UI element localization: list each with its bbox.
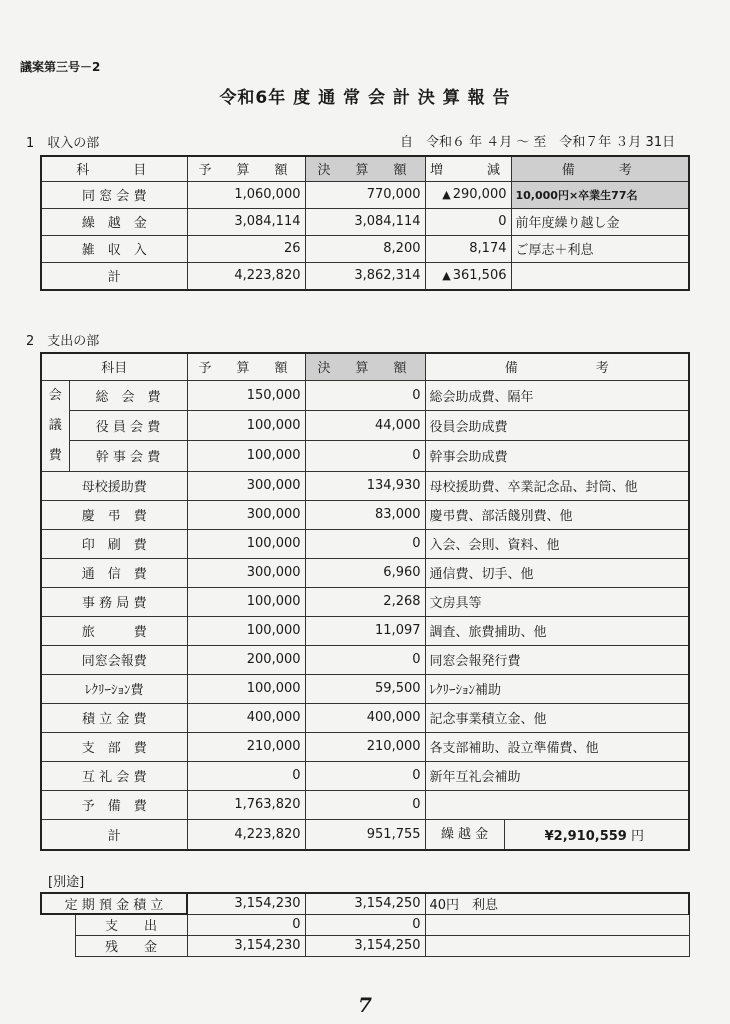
expense-row — [41, 529, 689, 558]
expense-note: 各支部補助、設立準備費、他 — [425, 732, 689, 761]
expense-note: 母校援助費、卒業記念品、封筒、他 — [425, 471, 689, 500]
expense-budget: 1,763,820 — [187, 790, 305, 819]
col-header-diff: 増 減 — [425, 156, 511, 181]
period-from: 自 令和６ 年 ４月 — [400, 135, 513, 150]
income-diff: ▲ 290,000 — [425, 181, 511, 208]
expense-row — [41, 790, 689, 819]
expense-note: 文房具等 — [425, 587, 689, 616]
expense-budget: 300,000 — [187, 500, 305, 529]
expense-budget: 0 — [187, 761, 305, 790]
separate-row — [41, 893, 689, 914]
expense-budget: 100,000 — [187, 441, 305, 471]
income-budget: 1,060,000 — [187, 181, 305, 208]
expense-budget: 150,000 — [187, 380, 305, 410]
income-total-note — [511, 262, 689, 290]
col-header-note: 備 考 — [511, 156, 689, 181]
income-total-diff: ▲ 361,506 — [425, 262, 511, 290]
carry-over-unit: 円 — [631, 828, 645, 844]
income-table — [40, 155, 690, 291]
income-diff: 8,174 — [425, 235, 511, 262]
expense-note: 同窓会報発行費 — [425, 645, 689, 674]
expense-budget: 210,000 — [187, 732, 305, 761]
expense-item: 通 信 費 — [41, 558, 187, 587]
carry-over-value: ¥2,910,559 — [544, 828, 627, 844]
expense-item: 支 部 費 — [41, 732, 187, 761]
expense-note: ﾚｸﾘｰｼｮﾝ補助 — [425, 674, 689, 703]
expense-row — [41, 703, 689, 732]
income-item: 雑 収 入 — [41, 235, 187, 262]
expense-budget: 100,000 — [187, 529, 305, 558]
expense-note: 幹事会助成費 — [425, 441, 689, 471]
separate-label: [別途] — [48, 875, 85, 890]
expense-actual: 0 — [305, 645, 425, 674]
expense-row — [41, 380, 689, 410]
expense-note: 通信費、切手、他 — [425, 558, 689, 587]
expense-actual: 210,000 — [305, 732, 425, 761]
income-actual: 770,000 — [305, 181, 425, 208]
expense-item: 積 立 金 費 — [41, 703, 187, 732]
income-budget: 26 — [187, 235, 305, 262]
expense-item: 同窓会報費 — [41, 645, 187, 674]
separate-table — [40, 892, 690, 957]
expense-row — [41, 500, 689, 529]
separate-item: 定 期 預 金 積 立 — [41, 893, 187, 914]
income-item: 繰 越 金 — [41, 208, 187, 235]
expense-row — [41, 732, 689, 761]
negative-triangle-icon: ▲ — [442, 269, 451, 283]
income-budget: 3,084,114 — [187, 208, 305, 235]
separate-row — [41, 914, 689, 935]
expense-header-row — [41, 353, 689, 380]
document-id: 議案第三号－2 — [20, 60, 101, 74]
expense-budget: 100,000 — [187, 674, 305, 703]
expense-row — [41, 645, 689, 674]
income-row — [41, 235, 689, 262]
expense-row — [41, 410, 689, 440]
expense-note: 入会、会則、資料、他 — [425, 529, 689, 558]
expense-budget: 100,000 — [187, 587, 305, 616]
income-section-label: 1 収入の部 — [26, 136, 100, 151]
period-range — [400, 131, 675, 150]
col-header-budget: 予 算 額 — [187, 156, 305, 181]
expense-total-row — [41, 819, 689, 850]
expense-item: 印 刷 費 — [41, 529, 187, 558]
expense-note: 記念事業積立金、他 — [425, 703, 689, 732]
separate-row — [41, 935, 689, 956]
carry-over-cell — [425, 819, 689, 850]
expense-actual: 0 — [305, 790, 425, 819]
page-title: 令和6年 度 通 常 会 計 決 算 報 告 — [219, 88, 511, 108]
expense-total-budget: 4,223,820 — [187, 819, 305, 850]
expense-note: 調査、旅費捕助、他 — [425, 616, 689, 645]
expense-note: 総会助成費、隔年 — [425, 380, 689, 410]
expense-table — [40, 352, 690, 851]
expense-note — [425, 790, 689, 819]
separate-item: 支 出 — [75, 914, 187, 935]
col-header-item: 科目 — [41, 353, 187, 380]
income-note: 10,000円×卒業生77名 — [511, 181, 689, 208]
income-note: ご厚志＋利息 — [511, 235, 689, 262]
expense-note: 慶弔費、部活餞別費、他 — [425, 500, 689, 529]
col-header-note: 備 考 — [425, 353, 689, 380]
expense-row — [41, 471, 689, 500]
period-separator: ～ — [516, 135, 530, 150]
income-row — [41, 208, 689, 235]
expense-actual: 83,000 — [305, 500, 425, 529]
expense-row — [41, 558, 689, 587]
income-total-row — [41, 262, 689, 290]
expense-actual: 400,000 — [305, 703, 425, 732]
expense-budget: 300,000 — [187, 471, 305, 500]
separate-budget: 3,154,230 — [187, 893, 305, 914]
col-header-actual: 決 算 額 — [305, 156, 425, 181]
income-row — [41, 181, 689, 208]
expense-row — [41, 761, 689, 790]
page-number: 7 — [358, 993, 372, 1017]
expense-actual: 0 — [305, 380, 425, 410]
income-diff: 0 — [425, 208, 511, 235]
income-item: 同 窓 会 費 — [41, 181, 187, 208]
group-label-kaigihi: 会 議 費 — [41, 380, 69, 471]
period-to: 至 令和７年 ３月 31日 — [533, 135, 676, 150]
expense-actual: 134,930 — [305, 471, 425, 500]
col-header-budget: 予 算 額 — [187, 353, 305, 380]
expense-item: 総 会 費 — [69, 380, 187, 410]
expense-section-label: 2 支出の部 — [26, 334, 100, 349]
expense-budget: 100,000 — [187, 616, 305, 645]
expense-item: 慶 弔 費 — [41, 500, 187, 529]
separate-indent — [41, 914, 75, 935]
separate-item: 残 金 — [75, 935, 187, 956]
expense-budget: 100,000 — [187, 410, 305, 440]
expense-actual: 0 — [305, 529, 425, 558]
income-total-actual: 3,862,314 — [305, 262, 425, 290]
separate-actual: 3,154,250 — [305, 935, 425, 956]
income-actual: 8,200 — [305, 235, 425, 262]
separate-budget: 3,154,230 — [187, 935, 305, 956]
income-actual: 3,084,114 — [305, 208, 425, 235]
col-header-item: 科 目 — [41, 156, 187, 181]
expense-note: 新年互礼会補助 — [425, 761, 689, 790]
separate-actual: 3,154,250 — [305, 893, 425, 914]
expense-budget: 300,000 — [187, 558, 305, 587]
expense-item: 互 礼 会 費 — [41, 761, 187, 790]
separate-note — [425, 935, 689, 956]
expense-actual: 0 — [305, 761, 425, 790]
expense-budget: 400,000 — [187, 703, 305, 732]
expense-row — [41, 441, 689, 471]
expense-actual: 59,500 — [305, 674, 425, 703]
expense-actual: 44,000 — [305, 410, 425, 440]
expense-total-actual: 951,755 — [305, 819, 425, 850]
expense-item: 旅 費 — [41, 616, 187, 645]
negative-triangle-icon: ▲ — [442, 188, 451, 201]
expense-item: 事 務 局 費 — [41, 587, 187, 616]
expense-note: 役員会助成費 — [425, 410, 689, 440]
expense-actual: 6,960 — [305, 558, 425, 587]
expense-item: ﾚｸﾘｰｼｮﾝ費 — [41, 674, 187, 703]
expense-item: 母校援助費 — [41, 471, 187, 500]
expense-actual: 2,268 — [305, 587, 425, 616]
income-total-budget: 4,223,820 — [187, 262, 305, 290]
income-note: 前年度繰り越し金 — [511, 208, 689, 235]
carry-over-label: 繰 越 金 — [426, 820, 505, 849]
expense-item: 役 員 会 費 — [69, 410, 187, 440]
expense-total-label: 計 — [41, 819, 187, 850]
separate-actual: 0 — [305, 914, 425, 935]
expense-item: 予 備 費 — [41, 790, 187, 819]
separate-note: 40円 利息 — [425, 893, 689, 914]
separate-budget: 0 — [187, 914, 305, 935]
expense-budget: 200,000 — [187, 645, 305, 674]
expense-actual: 0 — [305, 441, 425, 471]
col-header-actual: 決 算 額 — [305, 353, 425, 380]
income-header-row — [41, 156, 689, 181]
income-total-label: 計 — [41, 262, 187, 290]
expense-row — [41, 616, 689, 645]
expense-row — [41, 587, 689, 616]
separate-note — [425, 914, 689, 935]
expense-item: 幹 事 会 費 — [69, 441, 187, 471]
expense-row — [41, 674, 689, 703]
expense-actual: 11,097 — [305, 616, 425, 645]
separate-indent — [41, 935, 75, 956]
